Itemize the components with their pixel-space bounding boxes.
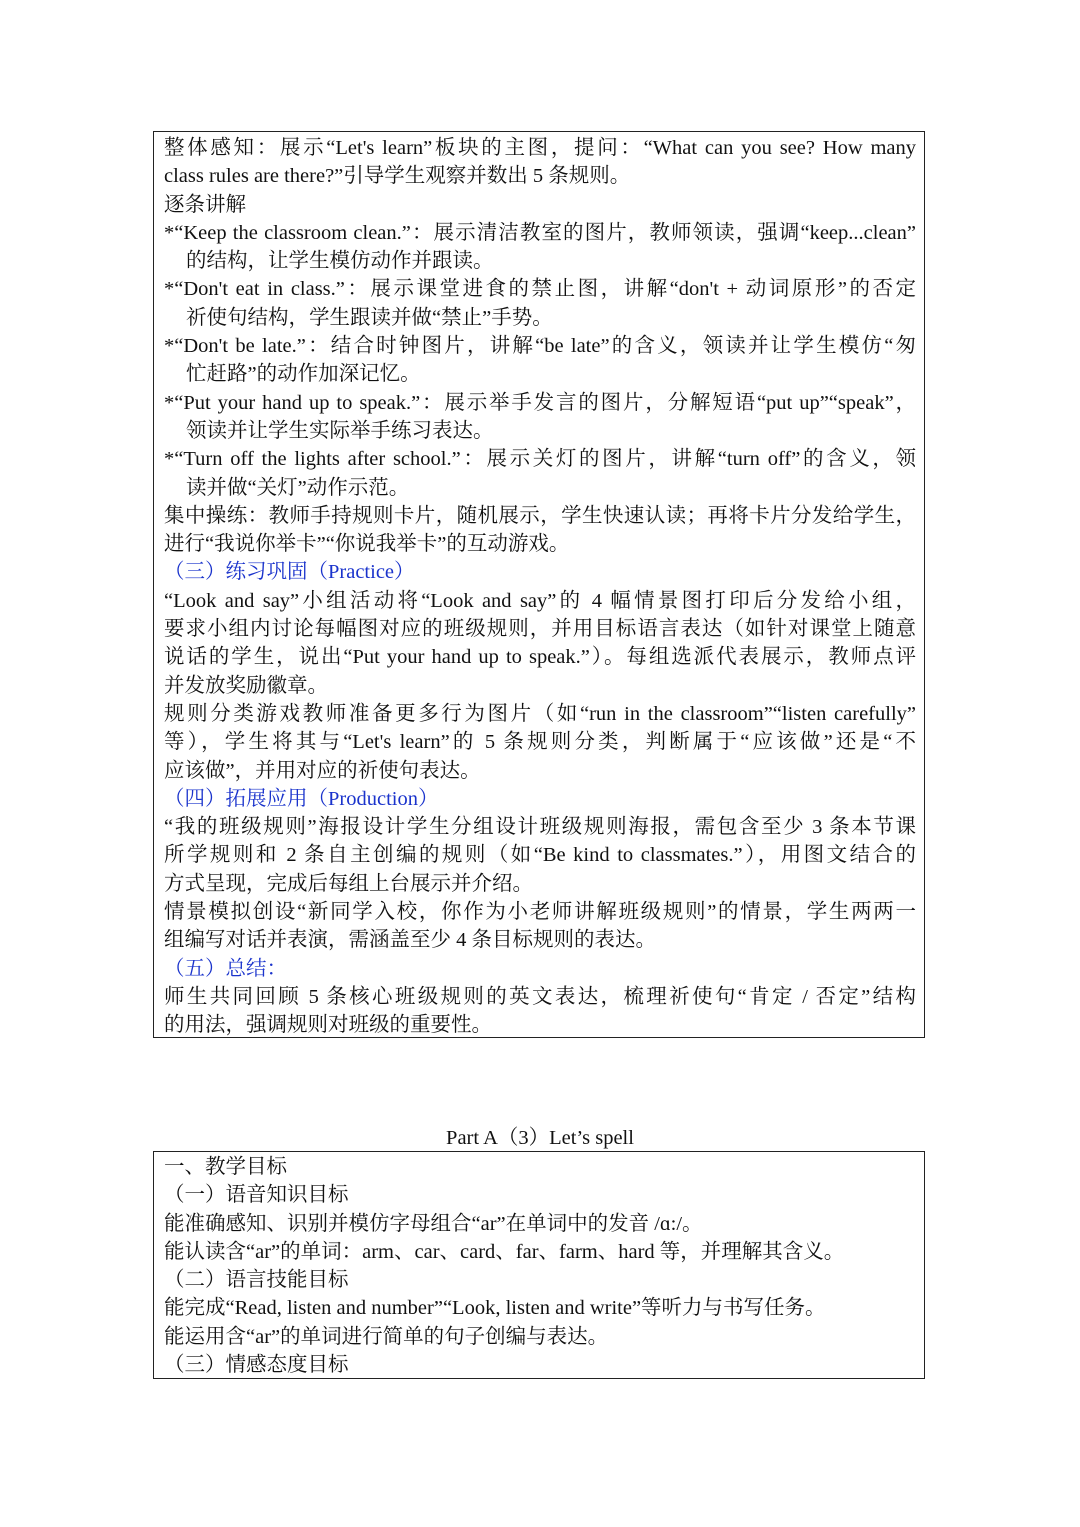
text-line: 进行“我说你举卡”“你说我举卡”的互动游戏。 [164, 533, 570, 556]
text-line: 能运用含“ar”的单词进行简单的句子创编与表达。 [164, 1325, 609, 1348]
text-line: 所学规则和 2 条自主创编的规则（如“Be kind to classmates.”），用图文结合的 [164, 844, 916, 867]
text-line: *“Put your hand up to speak.”：展示举手发言的图片，分解短语“put up”“speak”， [164, 391, 916, 414]
objectives-heading: 一、教学目标 [164, 1156, 287, 1178]
part-title: Part A（3）Let’s spell [446, 1127, 634, 1149]
text-line: 祈使句结构，学生跟读并做“禁止”手势。 [186, 306, 553, 329]
section-heading-production: （四）拓展应用（Production） [164, 787, 439, 810]
text-line: “Look and say”小组活动将“Look and say”的 4 幅情景图打印后分发给小组， [164, 589, 916, 612]
text-line: *“Don't eat in class.”：展示课堂进食的禁止图，讲解“don't + 动词原形”的否定 [164, 278, 916, 301]
text-line: 的结构，让学生模仿动作并跟读。 [186, 250, 494, 273]
text-line: 组编写对话并表演，需涵盖至少 4 条目标规则的表达。 [164, 929, 656, 952]
text-line: 忙赶路”的动作加深记忆。 [186, 363, 421, 386]
section-heading-summary: （五）总结： [164, 957, 287, 980]
text-line: *“Turn off the lights after school.”：展示关灯的图片，讲解“turn off”的含义，领 [164, 448, 916, 471]
objectives-table [153, 1151, 925, 1379]
section-heading-practice: （三）练习巩固（Practice） [164, 561, 415, 584]
sub-heading: （二）语言技能目标 [164, 1269, 349, 1292]
text-line: 能完成“Read, listen and number”“Look, listen and write”等听力与书写任务。 [164, 1297, 826, 1320]
text-line: 的用法，强调规则对班级的重要性。 [164, 1014, 492, 1037]
lesson-steps-table [153, 131, 925, 1038]
text-line: 方式呈现，完成后每组上台展示并介绍。 [164, 872, 533, 895]
text-line: 要求小组内讨论每幅图对应的班级规则，并用目标语言表达（如针对课堂上随意 [164, 618, 916, 641]
text-line: 读并做“关灯”动作示范。 [186, 476, 410, 499]
text-line: 整体感知：展示“Let's learn”板块的主图，提问：“What can you see? How many [164, 137, 916, 159]
text-line: 能准确感知、识别并模仿字母组合“ar”在单词中的发音 /ɑ:/。 [164, 1212, 703, 1235]
text-line: 等），学生将其与“Let's learn”的 5 条规则分类，判断属于“应该做”还是“不 [164, 731, 916, 754]
text-line: “我的班级规则”海报设计学生分组设计班级规则海报，需包含至少 3 条本节课 [164, 816, 916, 839]
text-line: 能认读含“ar”的单词：arm、car、card、far、farm、hard 等，并理解其含义。 [164, 1240, 845, 1263]
text-line: 情景模拟创设“新同学入校，你作为小老师讲解班级规则”的情景，学生两两一 [164, 901, 916, 924]
text-line: *“Keep the classroom clean.”：展示清洁教室的图片，教师领读，强调“keep...clean” [164, 221, 916, 244]
text-line: 领读并让学生实际举手练习表达。 [186, 419, 494, 442]
sub-heading: （三）情感态度目标 [164, 1354, 349, 1377]
text-line: 说话的学生，说出“Put your hand up to speak.”）。每组选派代表展示，教师点评 [164, 646, 916, 669]
text-line: 应该做”，并用对应的祈使句表达。 [164, 759, 481, 782]
text-line: 逐条讲解 [164, 193, 246, 216]
sub-heading: （一）语音知识目标 [164, 1184, 349, 1207]
text-line: class rules are there?”引导学生观察并数出 5 条规则。 [164, 165, 631, 188]
text-line: 集中操练：教师手持规则卡片，随机展示，学生快速认读；再将卡片分发给学生， [164, 504, 916, 527]
text-line: 规则分类游戏教师准备更多行为图片（如“run in the classroom”“listen carefully” [164, 702, 916, 725]
text-line: *“Don't be late.”：结合时钟图片，讲解“be late”的含义，领读并让学生模仿“匆 [164, 335, 916, 358]
text-line: 并发放奖励徽章。 [164, 674, 328, 697]
text-line: 师生共同回顾 5 条核心班级规则的英文表达，梳理祈使句“肯定 / 否定”结构 [164, 985, 916, 1008]
